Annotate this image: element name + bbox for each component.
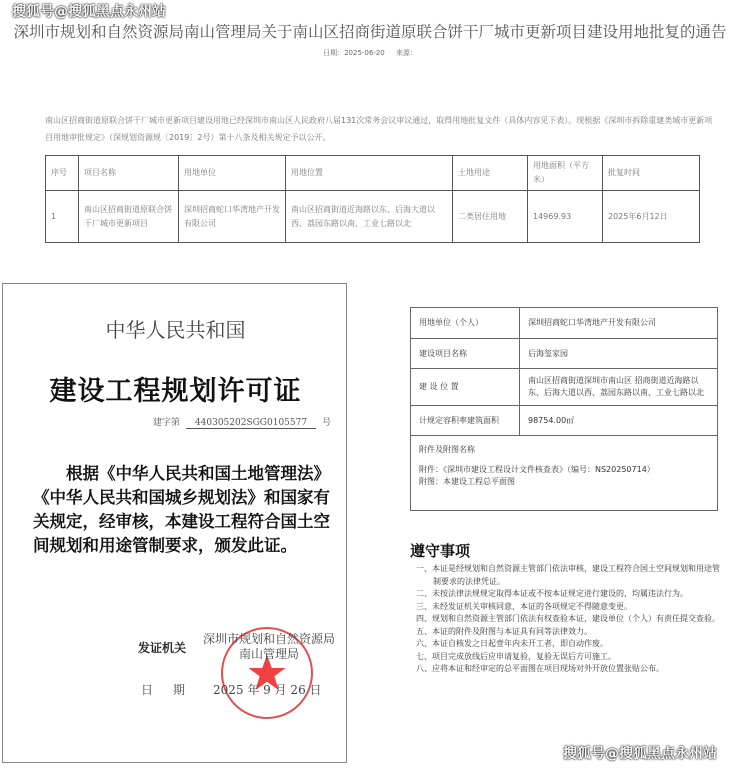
table-row: [46, 191, 700, 243]
cell: 南山区招商街道原联合饼干厂城市更新项目: [79, 191, 179, 243]
note-item: 八、应将本证和经审定的总平面图在项目现场对外开放位置张贴公布。: [416, 664, 664, 673]
attachment: 附件：《深圳市建设工程设计文件核查表》（编号：NS20250714）: [419, 465, 655, 474]
note-item: 六、本证自核发之日起壹年内未开工者，即自动作废。: [416, 639, 608, 648]
note-item: 二、未按法律法规规定取得本证或不按本证规定进行建设的，均属违法行为。: [416, 589, 688, 598]
notes-title: 遵守事项: [410, 542, 471, 560]
cell: 深圳招商蛇口华湾地产开发有限公司: [179, 191, 286, 243]
watermark-bottom: 搜狐号@搜狐黑点永州站: [563, 746, 717, 762]
table-row: [411, 369, 718, 406]
header-cell: 批复时间: [603, 156, 700, 191]
permit-certificate: [2, 283, 347, 763]
value-cell: 南山区招商街道深圳市南山区 招商街道近海路以东、后海大道以西、荔园东路以南、工业七路以北: [520, 369, 718, 406]
header-cell: 用地位置: [286, 156, 453, 191]
notice-paragraph: 南山区招商街道原联合饼干厂城市更新项目建设用地已经深圳市南山区人民政府八届131次常务会议审议通过，取得用地批复文件（具体内容见下表）。现根据《深圳市拆除重建类城市更新项目用地审批规定》（深规划资源规〔2019〕2号）第十八条及相关规定予以公开。: [45, 116, 713, 142]
issuer-label: 发证机关: [138, 641, 187, 655]
number-prefix: 建字第: [153, 418, 181, 428]
header-cell: 项目名称: [79, 156, 179, 191]
cell: 二类居住用地: [453, 191, 528, 243]
value-cell: 深圳招商蛇口华湾地产开发有限公司: [520, 308, 718, 339]
value-cell: 98754.00㎡: [520, 406, 718, 436]
cell: 14969.93: [528, 191, 603, 243]
cell: 1: [46, 191, 79, 243]
notes-section: [410, 540, 720, 676]
label-cell: 用地单位（个人）: [411, 308, 520, 339]
drawing: 附图：本建设工程总平面图: [419, 477, 515, 486]
table-header-row: [46, 156, 700, 191]
note-item: 一、本证是经规划和自然资源主管部门依法审核，建设工程符合国土空间规划和用途管制要求的法律凭证。: [416, 564, 720, 586]
number-suffix: 号: [322, 418, 332, 428]
note-item: 七、项目完成放线后应申请复验，复验无误后方可施工。: [416, 651, 616, 661]
label-cell: 计规定容积率建筑面积: [411, 406, 520, 436]
header-cell: 土地用途: [453, 156, 528, 191]
header-cell: 序号: [46, 156, 79, 191]
cell: 2025年6月12日: [603, 191, 700, 243]
date-label: 日期: [141, 683, 206, 697]
value-cell: 后海玺家园: [520, 339, 718, 369]
certificate-number: [153, 415, 331, 429]
label-cell: 建 设 位 置: [411, 369, 520, 406]
certificate-title: 建设工程规划许可证: [49, 376, 302, 407]
country-name: 中华人民共和国: [105, 318, 246, 342]
note-item: 四、规划和自然资源主管部门依法有权查验本证，建设单位（个人）有责任提交查验。: [416, 614, 720, 623]
note-item: 五、本证的附件及附图与本证具有同等法律效力。: [416, 626, 592, 636]
issuer-line1: 深圳市规划和自然资源局: [203, 632, 336, 646]
header-cell: 用地单位: [179, 156, 286, 191]
issuer-line2: 南山管理局: [239, 647, 300, 661]
notice-date: 2025-06-20: [344, 49, 385, 57]
issuer-name: [203, 632, 335, 662]
notes-list: [410, 563, 720, 676]
notice-meta: [0, 48, 740, 58]
notice-title: 深圳市规划和自然资源局南山管理局关于南山区招商街道原联合饼干厂城市更新项目建设用地批复的通告: [13, 23, 727, 41]
permit-details-table: [410, 307, 718, 511]
date-label: 日期：: [323, 49, 345, 57]
table-row: [411, 308, 718, 339]
certificate-body: 根据《中华人民共和国土地管理法》《中华人民共和国城乡规划法》和国家有关规定，经审核，本建设工程符合国土空间规划和用途管制要求，颁发此证。: [33, 464, 330, 555]
source-label: 来源：: [395, 49, 417, 57]
cell: 南山区招商街道近海路以东、后海大道以西、荔园东路以南、工业七路以北: [286, 191, 453, 243]
attachments-row: [411, 436, 718, 511]
watermark-top: 搜狐号@搜狐黑点永州站: [12, 4, 166, 20]
approval-table: [45, 155, 700, 243]
issue-date: 2025 年 9 月 26 日: [213, 683, 322, 697]
table-row: [411, 339, 718, 369]
table-row: [411, 406, 718, 436]
note-item: 三、未经发证机关审核同意，本证的各项规定不得随意变更。: [416, 601, 632, 611]
header-cell: 用地面积（平方米）: [528, 156, 603, 191]
attachments-title: 附件及附图名称: [419, 445, 475, 454]
label-cell: 建设项目名称: [411, 339, 520, 369]
number-value: 440305202SGG0105577: [186, 418, 316, 429]
